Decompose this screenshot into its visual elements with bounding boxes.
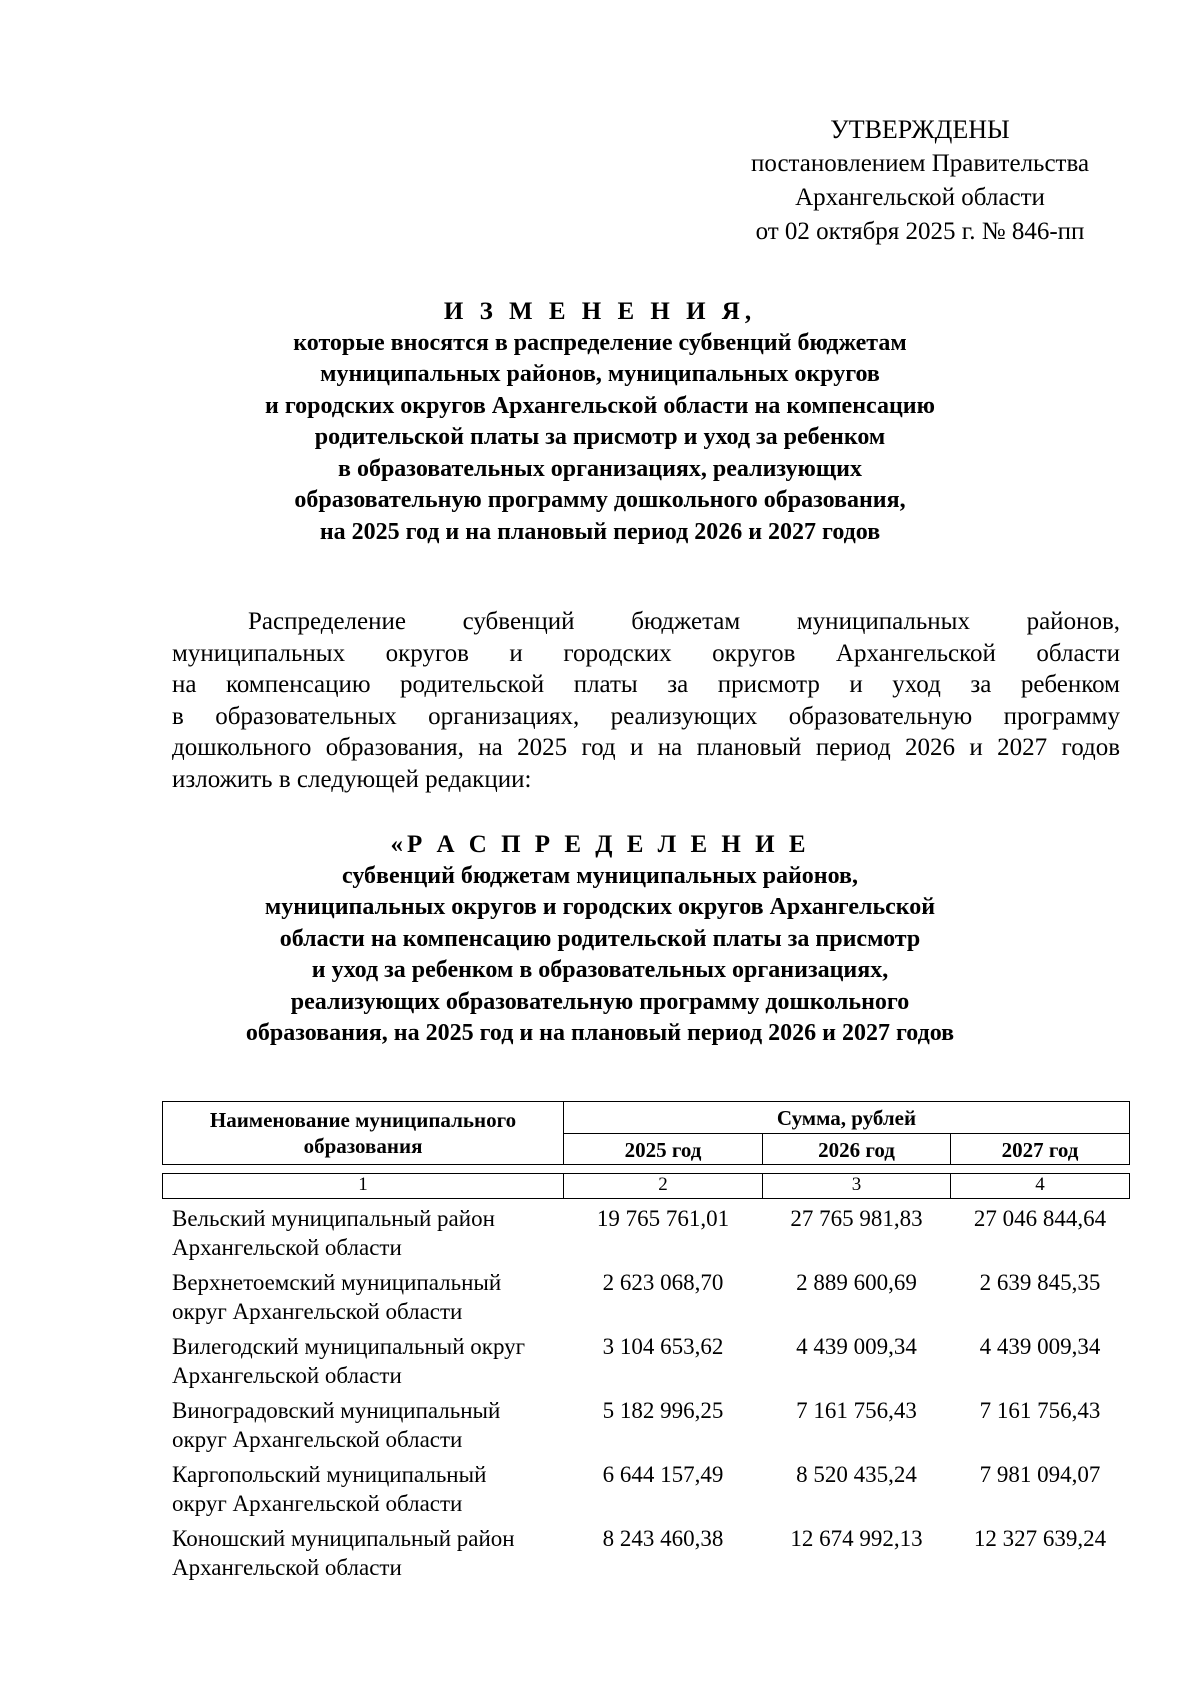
row-name — [172, 1396, 572, 1454]
row-value-2027: 4 439 009,34 — [979, 1334, 1101, 1359]
row-value-2027: 7 161 756,43 — [979, 1398, 1101, 1423]
approval-title: УТВЕРЖДЕНЫ — [830, 115, 1010, 144]
row-value-2027: 27 046 844,64 — [973, 1206, 1107, 1231]
changes-heading-line: на 2025 год и на плановый период 2026 и 2027 годов — [319, 518, 881, 545]
approval-line-3: Архангельской области — [795, 184, 1045, 211]
column-number-1: 1 — [162, 1173, 564, 1199]
changes-heading — [200, 296, 1000, 548]
paragraph-line: муниципальных округов и городских округов Архангельской области — [172, 639, 1120, 667]
changes-heading-line: родительской платы за присмотр и уход за ребенком — [314, 424, 886, 450]
header-name-line: образования — [303, 1134, 423, 1158]
row-name — [172, 1204, 572, 1262]
paragraph-line: на компенсацию родительской платы за присмотр и уход за ребенком — [172, 671, 1120, 698]
column-number-3: 3 — [762, 1173, 951, 1199]
row-value-2025: 19 765 761,01 — [596, 1206, 730, 1231]
approval-line-2: постановлением Правительства — [750, 150, 1090, 177]
body-paragraph — [172, 606, 1120, 795]
row-name — [172, 1332, 572, 1390]
row-name-line: Архангельской области — [172, 1555, 402, 1580]
row-value-2026: 2 889 600,69 — [796, 1270, 917, 1295]
distribution-heading-line: субвенций бюджетам муниципальных районов, — [341, 862, 858, 889]
row-value-2025: 2 623 068,70 — [602, 1270, 724, 1295]
row-value-2025: 3 104 653,62 — [602, 1334, 724, 1359]
row-value-2027: 2 639 845,35 — [979, 1270, 1101, 1295]
distribution-heading — [160, 829, 1040, 1050]
changes-title: И З М Е Н Е Н И Я, — [443, 298, 757, 325]
row-name-line: Виноградовский муниципальный — [172, 1398, 501, 1423]
row-name-line: Вилегодский муниципальный округ — [172, 1334, 526, 1359]
changes-heading-line: в образовательных организациях, реализующих — [338, 455, 862, 482]
row-name-line: Коношский муниципальный район — [172, 1526, 515, 1551]
header-year-2027: 2027 год — [950, 1133, 1130, 1165]
approval-stamp-block — [720, 113, 1120, 249]
row-name — [172, 1268, 572, 1326]
column-number-4: 4 — [950, 1173, 1130, 1199]
table-header — [162, 1101, 1130, 1208]
row-value-2026: 4 439 009,34 — [796, 1334, 917, 1359]
paragraph-line: изложить в следующей редакции: — [172, 765, 532, 793]
row-name-line: Верхнетоемский муниципальный — [172, 1270, 502, 1295]
paragraph-line: в образовательных организациях, реализующих образовательную программу — [172, 702, 1120, 730]
table-body — [172, 1204, 1130, 1588]
distribution-heading-line: муниципальных округов и городских округов Архангельской — [264, 894, 936, 920]
table-row — [172, 1396, 1130, 1460]
distribution-heading-line: и уход за ребенком в образовательных организациях, — [311, 957, 889, 983]
row-value-2027: 12 327 639,24 — [973, 1526, 1107, 1551]
row-value-2025: 8 243 460,38 — [602, 1526, 724, 1551]
row-name-line: Архангельской области — [172, 1363, 402, 1388]
header-name-line: Наименование муниципального — [209, 1108, 517, 1132]
row-name-line: округ Архангельской области — [172, 1491, 463, 1516]
row-name-line: Архангельской области — [172, 1235, 402, 1260]
header-name-cell — [162, 1101, 564, 1165]
distribution-title: «Р А С П Р Е Д Е Л Е Н И Е — [390, 831, 810, 858]
paragraph-line: дошкольного образования, на 2025 год и на плановый период 2026 и 2027 годов — [172, 734, 1120, 761]
table-row — [172, 1460, 1130, 1524]
header-year-2026: 2026 год — [762, 1133, 951, 1165]
header-year-2025: 2025 год — [563, 1133, 763, 1165]
row-value-2026: 7 161 756,43 — [796, 1398, 917, 1423]
table-row — [172, 1332, 1130, 1396]
changes-heading-line: образовательную программу дошкольного образования, — [294, 487, 906, 513]
changes-heading-line: которые вносятся в распределение субвенций бюджетам — [293, 329, 907, 356]
column-number-2: 2 — [563, 1173, 763, 1199]
row-value-2027: 7 981 094,07 — [979, 1462, 1101, 1487]
row-name-line: округ Архангельской области — [172, 1427, 463, 1452]
header-sum-cell: Сумма, рублей — [563, 1101, 1130, 1134]
row-value-2026: 27 765 981,83 — [790, 1206, 923, 1231]
table-row — [172, 1204, 1130, 1268]
changes-heading-line: муниципальных районов, муниципальных округов — [320, 361, 880, 387]
row-name — [172, 1460, 572, 1518]
table-row — [172, 1268, 1130, 1332]
row-value-2026: 8 520 435,24 — [796, 1462, 917, 1487]
distribution-heading-line: реализующих образовательную программу дошкольного — [290, 988, 910, 1015]
changes-heading-line: и городских округов Архангельской области на компенсацию — [265, 392, 935, 419]
distribution-heading-line: образования, на 2025 год и на плановый период 2026 и 2027 годов — [245, 1020, 955, 1046]
row-name-line: Вельский муниципальный район — [172, 1206, 495, 1231]
paragraph-line: Распределение субвенций бюджетам муниципальных районов, — [248, 608, 1120, 635]
table-row — [172, 1524, 1130, 1588]
row-name-line: Каргопольский муниципальный — [172, 1462, 487, 1487]
row-name-line: округ Архангельской области — [172, 1299, 463, 1324]
approval-date-number: от 02 октября 2025 г. № 846-пп — [755, 218, 1085, 245]
row-name — [172, 1524, 572, 1582]
distribution-heading-line: области на компенсацию родительской платы за присмотр — [279, 925, 921, 952]
row-value-2025: 6 644 157,49 — [602, 1462, 724, 1487]
row-value-2026: 12 674 992,13 — [790, 1526, 923, 1551]
row-value-2025: 5 182 996,25 — [602, 1398, 724, 1423]
